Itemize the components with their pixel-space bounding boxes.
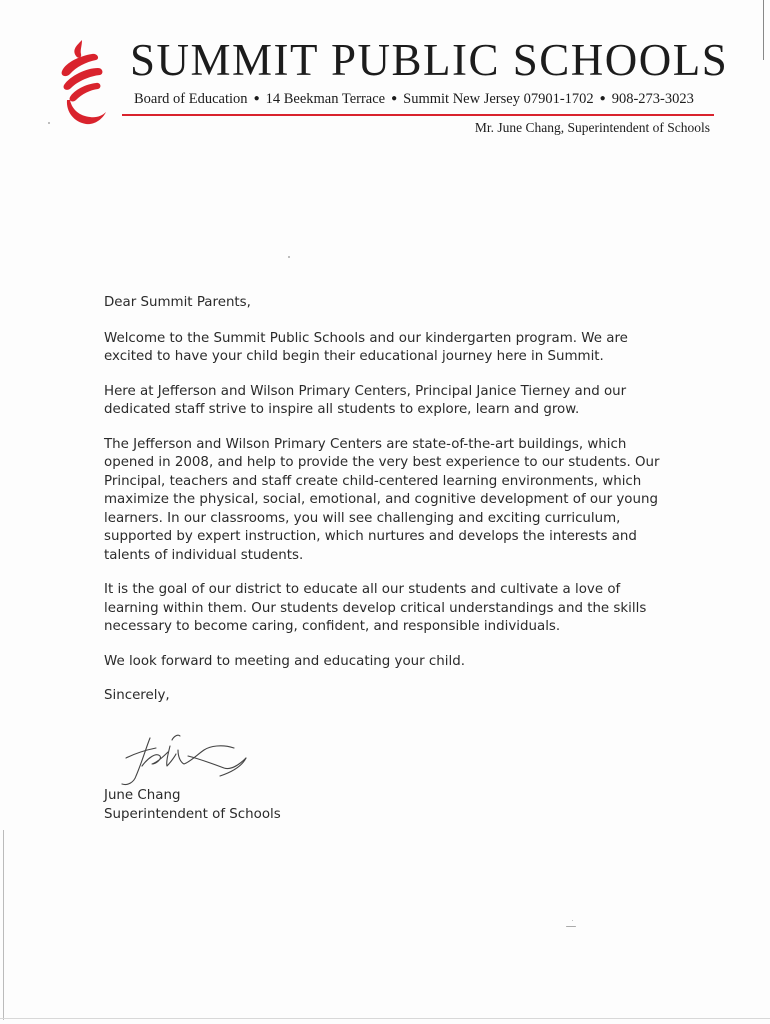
signer-block [104, 786, 281, 824]
scan-artifact [3, 830, 4, 1020]
scan-dust [48, 122, 50, 124]
bullet-separator: ● [599, 93, 606, 104]
bullet-separator: ● [253, 93, 260, 104]
letter-paragraph: Welcome to the Summit Public Schools and our kindergarten program. We are excited to have your child begin their educational journey here in Summit. [104, 330, 628, 364]
scan-dust [572, 920, 573, 921]
salutation: Dear Summit Parents, [104, 295, 251, 310]
scan-dust [566, 926, 576, 927]
superintendent-line: Mr. June Chang, Superintendent of Schools [474, 120, 710, 135]
scan-artifact [763, 0, 764, 60]
street-address: 14 Beekman Terrace [265, 91, 386, 107]
board-label: Board of Education [134, 91, 248, 107]
letter-paragraph: Here at Jefferson and Wilson Primary Centers, Principal Janice Tierney and our dedicated staff strive to inspire all students to explore, learn and grow. [104, 383, 627, 417]
letter-paragraph: We look forward to meeting and educating your child. [104, 653, 465, 669]
district-logo-icon [52, 38, 110, 128]
letterhead-divider [122, 114, 714, 116]
letter-body [104, 294, 664, 712]
district-name: SUMMIT PUBLIC SCHOOLS [130, 35, 729, 85]
letter-paragraph: The Jefferson and Wilson Primary Centers are state-of-the-art buildings, which opened in 2008, and help to provide the very best experience to our students. Our Principal, teachers and staff create child-centered learning environments, which maximize the physical, social, emotional, and cognitive development of our young learners. In our classrooms, you will see challenging and exciting curriculum, supported by expert instruction, which nurtures and develops the interests and talents of individual students. [104, 436, 660, 563]
scan-dust [288, 256, 290, 258]
bullet-separator: ● [391, 93, 398, 104]
signer-name: June Chang [104, 788, 181, 803]
signer-title: Superintendent of Schools [104, 807, 281, 822]
phone-number: 908-273-3023 [611, 91, 694, 107]
signature-icon [112, 728, 262, 790]
city-state-zip: Summit New Jersey 07901-1702 [403, 91, 594, 107]
scan-artifact [0, 1018, 770, 1019]
letter-paragraph: It is the goal of our district to educate all our students and cultivate a love of learning within them. Our students develop critical understandings and the skills necessary to become caring, confident, and responsible individuals. [104, 582, 647, 634]
letterhead-address [134, 91, 694, 108]
closing: Sincerely, [104, 688, 170, 703]
